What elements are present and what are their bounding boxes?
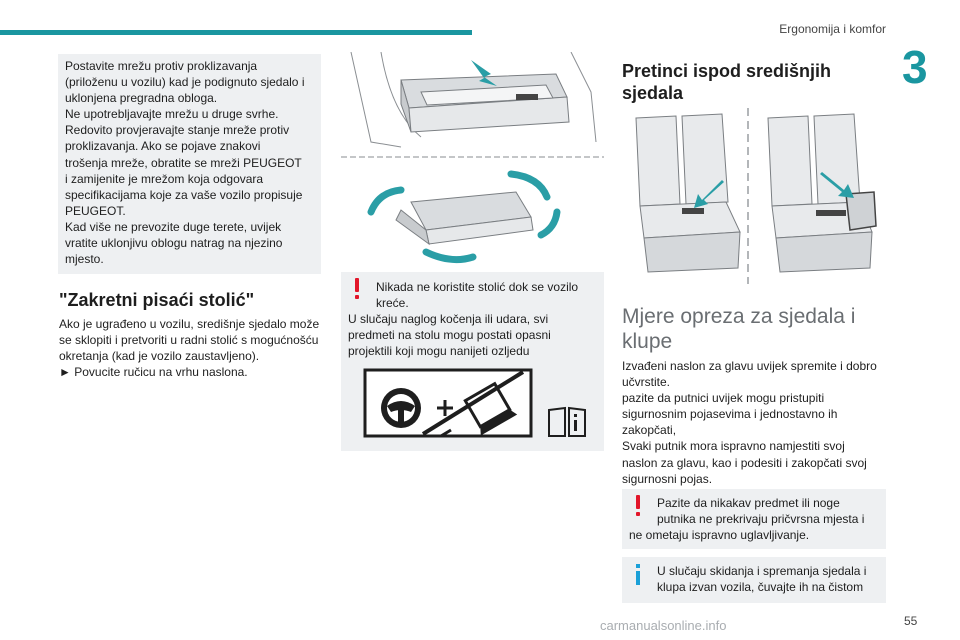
title-line: sjedala (622, 83, 684, 103)
warning-line: projektili koji mogu nanijeti ozljedu (348, 344, 530, 359)
header-accent-bar (0, 30, 472, 35)
body-line: učvrstite. (622, 375, 671, 390)
warning-line: Nikada ne koristite stolić dok se vozilo (376, 280, 579, 294)
note-line: vratite uklonjivu oblogu natrag na njezino (65, 236, 283, 251)
note-line: PEUGEOT. (65, 203, 126, 218)
warning-icon (354, 278, 360, 299)
no-desk-while-driving-pictogram (363, 368, 533, 438)
body-line: pazite da putnici uvijek mogu pristupiti (622, 391, 825, 406)
warning-line: U slučaju naglog kočenja ili udara, svi (348, 312, 549, 326)
warning-line: Pazite da nikakav predmet ili noge (657, 496, 840, 510)
warning-line: kreće. (376, 296, 409, 311)
steering-wheel-icon (381, 388, 421, 428)
swivel-desk-illustration (341, 52, 604, 268)
note-line: trošenja mreže, obratite se mreži PEUGEOT (65, 155, 302, 170)
under-seat-compartment-illustration (622, 108, 886, 284)
note-line: Redovito provjeravajte stanje mreže protiv (65, 123, 290, 138)
info-line: klupa izvan vozila, čuvajte ih na čistom (657, 580, 864, 595)
body-line: se sklopiti i pretvoriti u radni stolić s mogućnošću (59, 333, 319, 348)
desk-warning-box (341, 272, 604, 451)
body-line: sigurnosni pojas. (622, 471, 713, 486)
compartments-title (622, 60, 831, 104)
info-line: U slučaju skidanja i spremanja sjedala i (657, 564, 867, 578)
note-line: (priloženu u vozilu) kad je podignuto sjedalo i (65, 75, 305, 90)
body-line: Izvađeni naslon za glavu uvijek spremite i dobro (622, 359, 877, 373)
note-line: mjesto. (65, 252, 104, 267)
warning-line: putnika ne prekrivaju pričvrsna mjesta i (657, 512, 865, 527)
body-line: sigurnosnim pojasevima i jednostavno ih (622, 407, 838, 422)
body-line: zakopčati, (622, 423, 677, 438)
body-line: Ako je ugrađeno u vozilu, središnje sjedalo može (59, 317, 320, 331)
desk-section-body (59, 316, 325, 380)
note-line: Ne upotrebljavajte mrežu u druge svrhe. (65, 107, 279, 122)
title-line: klupe (622, 330, 673, 353)
page-number: 55 (904, 614, 918, 628)
precautions-body (622, 358, 886, 487)
precaution-warning-box (622, 489, 886, 549)
note-line: specifikacijama koje za vaše vozilo propisuje (65, 187, 303, 202)
note-line: i zamijenite je mrežom koja odgovara (65, 171, 264, 186)
warning-line: predmeti na stolu mogu postati opasni (348, 328, 551, 343)
body-line: Svaki putnik mora ispravno namjestiti svoj (622, 439, 845, 454)
desk-section-title: "Zakretni pisaći stolić" (59, 290, 255, 310)
title-line: Mjere opreza za sjedala i (622, 305, 856, 328)
chapter-number: 3 (902, 41, 928, 93)
watermark: carmanualsonline.info (600, 618, 727, 633)
info-icon (635, 564, 641, 585)
body-line: ► Povucite ručicu na vrhu naslona. (59, 365, 248, 380)
precautions-title (622, 304, 855, 354)
note-line: Postavite mrežu protiv proklizavanja (65, 59, 258, 73)
warning-icon (635, 495, 641, 516)
title-line: Pretinci ispod središnjih (622, 61, 832, 81)
note-line: uklonjena pregradna obloga. (65, 91, 218, 106)
section-title: Ergonomija i komfor (779, 22, 886, 36)
note-line: Kad više ne prevozite duge terete, uvijek (65, 219, 282, 234)
warning-line: ne ometaju ispravno uglavljivanje. (629, 528, 810, 542)
book-info-icon (547, 406, 587, 438)
note-line: proklizavanja. Ako se pojave znakovi (65, 139, 261, 154)
body-line: okretanja (kad je vozilo zaustavljeno). (59, 349, 260, 364)
body-line: naslon za glavu, kao i podesiti i zakopčati svoj (622, 455, 867, 470)
seat-storage-info-box (622, 557, 886, 603)
anti-slip-net-note (58, 54, 321, 274)
